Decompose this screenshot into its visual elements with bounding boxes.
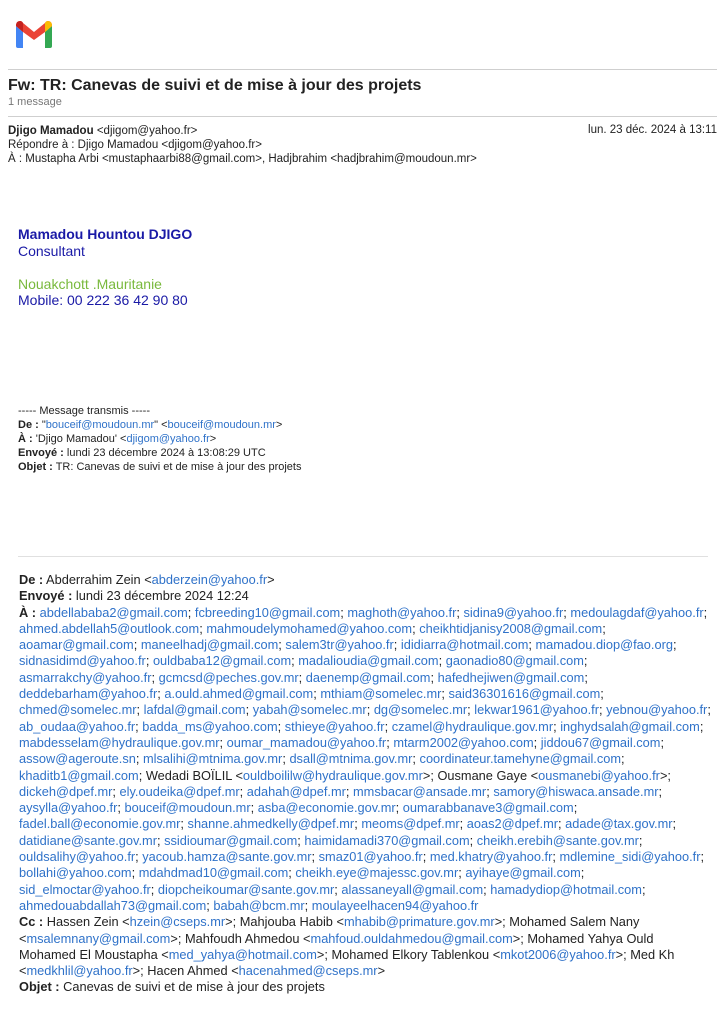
reply-to-line: Répondre à : Djigo Mamadou <djigom@yahoo.fr> — [8, 139, 262, 151]
recipient-email-link[interactable]: samory@hiswaca.ansade.mr — [493, 783, 659, 799]
thread-sent — [19, 588, 711, 604]
recipient-email-link[interactable]: haimidamadi370@gmail.com — [304, 832, 470, 848]
thread-cc: Cc : Hassen Zein <hzein@cseps.mr>; Mahjouba Habib <mhabib@primature.gov.mr>; Mohamed Salem Nany <msalemnany@gmail.com>; Mahfoudh Ahmedou <mahfoud.ouldahmedou@gmail.com>; Mohamed Yahya Ould Mohamed El Moustapha <med_yahya@hotmail.com>; Mohamed Elkory Tablenkou <mkot2006@yahoo.fr>; Med Kh <medkhlil@yahoo.fr>; Hacen Ahmed <hacenahmed@cseps.mr> — [19, 914, 675, 979]
recipient-email-link[interactable]: said36301616@gmail.com — [448, 686, 601, 702]
recipient-email-link[interactable]: ab_oudaa@yahoo.fr — [19, 718, 136, 734]
label-objet: Objet : — [18, 461, 53, 473]
recipient-email-link[interactable]: mhabib@primature.gov.mr — [343, 914, 495, 930]
recipient-email-link[interactable]: dsall@mtnima.gov.mr — [289, 751, 413, 767]
recipient-email-link[interactable]: fadel.ball@economie.gov.mr — [19, 816, 181, 832]
quote-open: " — [41, 419, 46, 431]
recipient-email-link[interactable]: med_yahya@hotmail.com — [168, 946, 317, 962]
thread-to: À : abdellababa2@gmail.com; fcbreeding10@gmail.com; maghoth@yahoo.fr; sidina9@yahoo.fr; medoulagdaf@yahoo.fr; ahmed.abdellah5@outlook.com; mahmoudelymohamed@yahoo.com; cheikhtidjanisy2008@gmail.com; aoamar@gmail.com; maneelhadj@gmail.com; salem3tr@yahoo.fr; ididiarra@hotmail.com; mamadou.diop@fao.org; sidnasidimd@yahoo.fr; ouldbaba12@gmail.com; madalioudia@gmail.com; gaonadio80@gmail.com; asmarrakchy@yahoo.fr; gcmcsd@peches.gov.mr; daenemp@gmail.com; hafedhejiwen@gmail.com; deddebarham@yahoo.fr; a.ould.ahmed@gmail.com; mthiam@somelec.mr; said36301616@gmail.com; chmed@somelec.mr; lafdal@gmail.com; yabah@somelec.mr; dg@somelec.mr; lekwar1961@yahoo.fr; yebnou@yahoo.fr; ab_oudaa@yahoo.fr; badda_ms@yahoo.com; sthieye@yahoo.fr; czamel@hydraulique.gov.mr; inghydsalah@gmail.com; mabdesselam@hydraulique.gov.mr; oumar_mamadou@yahoo.fr; mtarm2002@yahoo.com; jiddou67@gmail.com; assow@ageroute.sn; mlsalihi@mtnima.gov.mr; dsall@mtnima.gov.mr; coordinateur.tamehyne@gmail.com; khaditb1@gmail.com; Wedadi BOÏLIL <ouldboililw@hydraulique.gov.mr>; Ousmane Gaye <ousmanebi@yahoo.fr>; dickeh@dpef.mr; ely.oudeika@dpef.mr; adahah@dpef.mr; mmsbacar@ansade.mr; samory@hiswaca.ansade.mr; aysylla@yahoo.fr; bouceif@moudoun.mr; asba@economie.gov.mr; oumarabbanave3@gmail.com; fadel.ball@economie.gov.mr; shanne.ahmedkelly@dpef.mr; meoms@dpef.mr; aoas2@dpef.mr; adade@tax.gov.mr; datidiane@sante.gov.mr; ssidioumar@gmail.com; haimidamadi370@gmail.com; cheikh.erebih@sante.gov.mr; ouldsalihy@yahoo.fr; yacoub.hamza@sante.gov.mr; smaz01@yahoo.fr; med.khatry@yahoo.fr; mdlemine_sidi@yahoo.fr; bollahi@yahoo.com; mdahdmad10@gmail.com; cheikh.eye@majessc.gov.mr; ayihaye@gmail.com; sid_elmoctar@yahoo.fr; diopcheikoumar@sante.gov.mr; alassaneyall@gmail.com; hamadydiop@hotmail.com; ahmedouabdallah73@gmail.com; babah@bcm.mr; moulayeelhacen94@yahoo.fr — [19, 604, 711, 913]
recipient-email-link[interactable]: ssidioumar@gmail.com — [164, 832, 298, 848]
recipient-email-link[interactable]: assow@ageroute.sn — [19, 751, 136, 767]
recipient-email-link[interactable]: mdlemine_sidi@yahoo.fr — [559, 849, 701, 865]
angle-close: > — [267, 572, 275, 587]
recipient-email-link[interactable]: sthieye@yahoo.fr — [284, 718, 385, 734]
recipient-email-link[interactable]: datidiane@sante.gov.mr — [19, 832, 157, 848]
sender-line — [8, 124, 197, 138]
recipient-email-link[interactable]: badda_ms@yahoo.com — [142, 718, 278, 734]
recipient-email-link[interactable]: ely.oudeika@dpef.mr — [119, 783, 240, 799]
recipient-email-link[interactable]: adahah@dpef.mr — [246, 783, 346, 799]
recipient-email-link[interactable]: mahmoudelymohamed@yahoo.com — [206, 620, 413, 636]
recipient-email-link[interactable]: meoms@dpef.mr — [361, 816, 460, 832]
recipient-email-link[interactable]: abdellababa2@gmail.com — [39, 604, 188, 620]
recipient-email-link[interactable]: sid_elmoctar@yahoo.fr — [19, 881, 151, 897]
label-objet: Objet : — [19, 979, 60, 995]
signature-mobile: Mobile: 00 222 36 42 90 80 — [18, 292, 188, 308]
recipient-email-link[interactable]: alassaneyall@gmail.com — [341, 881, 484, 897]
recipient-email-link[interactable]: mtarm2002@yahoo.com — [393, 734, 534, 750]
recipient-email-link[interactable]: ahmed.abdellah5@outlook.com — [19, 620, 200, 636]
sender-name[interactable]: Djigo Mamadou — [8, 125, 94, 137]
recipient-email-link[interactable]: moulayeelhacen94@yahoo.fr — [311, 897, 479, 913]
thread-from — [19, 572, 711, 588]
recipient-email-link[interactable]: mlsalihi@mtnima.gov.mr — [142, 751, 283, 767]
recipient-email-link[interactable]: yebnou@yahoo.fr — [606, 702, 708, 718]
recipient-email-link[interactable]: adade@tax.gov.mr — [565, 816, 673, 832]
forward-sent — [18, 446, 266, 460]
subject-divider — [8, 116, 717, 117]
email-date: lun. 23 déc. 2024 à 13:11 — [588, 124, 717, 136]
recipient-email-link[interactable]: hzein@cseps.mr — [129, 914, 226, 930]
thread-from-name: Abderrahim Zein < — [46, 572, 152, 587]
recipient-email-link[interactable]: a.ould.ahmed@gmail.com — [164, 686, 314, 702]
thread-subject — [19, 979, 711, 995]
recipient-email-link[interactable]: ahmedouabdallah73@gmail.com — [19, 897, 207, 913]
recipient-email-link[interactable]: salem3tr@yahoo.fr — [285, 637, 394, 653]
recipient-email-link[interactable]: sidnasidimd@yahoo.fr — [19, 653, 146, 669]
label-cc: Cc : — [19, 914, 44, 930]
recipient-email-link[interactable]: mamadou.diop@fao.org — [535, 637, 673, 653]
forward-banner: ----- Message transmis ----- — [18, 405, 150, 417]
recipient-email-link[interactable]: asba@economie.gov.mr — [257, 800, 396, 816]
recipient-email-link[interactable]: maneelhadj@gmail.com — [140, 637, 279, 653]
recipient-email-link[interactable]: jiddou67@gmail.com — [540, 734, 661, 750]
forward-subject-value: TR: Canevas de suivi et de mise à jour des projets — [55, 461, 302, 473]
thread-subject-value: Canevas de suivi et de mise à jour des projets — [63, 979, 325, 995]
label-envoye: Envoyé : — [18, 447, 64, 459]
angle-close: > — [209, 433, 217, 445]
thread-divider — [18, 556, 708, 557]
to-line: À : Mustapha Arbi <mustaphaarbi88@gmail.com>, Hadjbrahim <hadjbrahim@moudoun.mr> — [8, 153, 477, 165]
recipient-email-link[interactable]: madalioudia@gmail.com — [298, 653, 439, 669]
recipient-email-link[interactable]: deddebarham@yahoo.fr — [19, 686, 158, 702]
recipient-email-link[interactable]: ayihaye@gmail.com — [465, 865, 581, 881]
forward-to-email-link[interactable]: djigom@yahoo.fr — [126, 433, 210, 445]
recipient-email-link[interactable]: aoamar@gmail.com — [19, 637, 134, 653]
recipient-email-link[interactable]: ididiarra@hotmail.com — [400, 637, 529, 653]
recipient-name: Mahjouba Habib — [239, 914, 333, 930]
recipient-email-link[interactable]: gaonadio80@gmail.com — [445, 653, 584, 669]
recipient-name: Mohamed Elkory Tablenkou — [331, 946, 490, 962]
forward-to-name: 'Djigo Mamadou' < — [35, 433, 127, 445]
recipient-email-link[interactable]: msalemnany@gmail.com — [26, 930, 171, 946]
label-de: De : — [19, 572, 44, 587]
recipient-email-link[interactable]: ouldbaba12@gmail.com — [152, 653, 292, 669]
recipient-name: Hassen Zein — [46, 914, 119, 930]
quote-close: " < — [154, 419, 168, 431]
recipient-name: Mohamed Yahya Ould Mohamed El Moustapha — [19, 930, 654, 962]
recipient-email-link[interactable]: aoas2@dpef.mr — [466, 816, 559, 832]
recipient-email-link[interactable]: dg@somelec.mr — [373, 702, 468, 718]
recipient-email-link[interactable]: yacoub.hamza@sante.gov.mr — [142, 849, 312, 865]
recipient-email-link[interactable]: mkot2006@yahoo.fr — [500, 946, 616, 962]
label-a: À : — [19, 604, 37, 620]
signature-city: Nouakchott .Mauritanie — [18, 276, 162, 292]
forward-from-email-link[interactable]: bouceif@moudoun.mr — [167, 419, 276, 431]
angle-close: > — [275, 419, 283, 431]
recipient-email-link[interactable]: gcmcsd@peches.gov.mr — [158, 669, 299, 685]
recipient-email-link[interactable]: czamel@hydraulique.gov.mr — [391, 718, 554, 734]
thread-sent-value: lundi 23 décembre 2024 12:24 — [75, 588, 249, 604]
recipient-name: Mahfoudh Ahmedou — [184, 930, 300, 946]
recipient-name: Ousmane Gaye — [437, 767, 528, 783]
recipient-email-link[interactable]: shanne.ahmedkelly@dpef.mr — [187, 816, 355, 832]
recipient-email-link[interactable]: hacenahmed@cseps.mr — [238, 963, 378, 979]
recipient-email-link[interactable]: oumarabbanave3@gmail.com — [402, 800, 574, 816]
forward-from-name-link[interactable]: bouceif@moudoun.mr — [45, 419, 155, 431]
recipient-email-link[interactable]: diopcheikoumar@sante.gov.mr — [157, 881, 335, 897]
message-count: 1 message — [8, 96, 62, 108]
recipient-email-link[interactable]: smaz01@yahoo.fr — [318, 849, 423, 865]
recipient-email-link[interactable]: fcbreeding10@gmail.com — [194, 604, 341, 620]
recipient-email-link[interactable]: mthiam@somelec.mr — [320, 686, 442, 702]
recipient-email-link[interactable]: med.khatry@yahoo.fr — [429, 849, 553, 865]
recipient-email-link[interactable]: inghydsalah@gmail.com — [560, 718, 700, 734]
top-divider — [8, 69, 717, 70]
recipient-email-link[interactable]: cheikh.eye@majessc.gov.mr — [295, 865, 459, 881]
recipient-email-link[interactable]: medkhlil@yahoo.fr — [26, 963, 133, 979]
recipient-name: Wedadi BOÏLIL — [145, 767, 232, 783]
recipient-name: Hacen Ahmed — [147, 963, 228, 979]
recipient-email-link[interactable]: sidina9@yahoo.fr — [463, 604, 564, 620]
forward-subject — [18, 460, 301, 474]
recipient-email-link[interactable]: khaditb1@gmail.com — [19, 767, 139, 783]
recipient-email-link[interactable]: daenemp@gmail.com — [305, 669, 431, 685]
recipient-email-link[interactable]: hamadydiop@hotmail.com — [490, 881, 642, 897]
label-envoye: Envoyé : — [19, 588, 73, 604]
recipient-email-link[interactable]: babah@bcm.mr — [213, 897, 305, 913]
email-subject: Fw: TR: Canevas de suivi et de mise à jour des projets — [8, 77, 422, 94]
recipient-email-link[interactable]: mmsbacar@ansade.mr — [353, 783, 487, 799]
recipient-email-link[interactable]: cheikh.erebih@sante.gov.mr — [476, 832, 639, 848]
recipient-email-link[interactable]: aysylla@yahoo.fr — [19, 800, 118, 816]
recipient-email-link[interactable]: mahfoud.ouldahmedou@gmail.com — [310, 930, 513, 946]
label-a: À : — [18, 433, 33, 445]
thread-from-email-link[interactable]: abderzein@yahoo.fr — [151, 572, 268, 587]
forward-sent-value: lundi 23 décembre 2024 à 13:08:29 UTC — [66, 447, 266, 459]
signature-title: Consultant — [18, 243, 85, 259]
recipient-email-link[interactable]: bollahi@yahoo.com — [19, 865, 132, 881]
recipient-email-link[interactable]: ousmanebi@yahoo.fr — [538, 767, 660, 783]
recipient-email-link[interactable]: ouldsalihy@yahoo.fr — [19, 849, 136, 865]
recipient-email-link[interactable]: asmarrakchy@yahoo.fr — [19, 669, 152, 685]
signature-name: Mamadou Hountou DJIGO — [18, 226, 193, 242]
sender-email[interactable]: <djigom@yahoo.fr> — [96, 125, 198, 137]
recipient-email-link[interactable]: oumar_mamadou@yahoo.fr — [226, 734, 387, 750]
recipient-email-link[interactable]: maghoth@yahoo.fr — [347, 604, 457, 620]
recipient-email-link[interactable]: yabah@somelec.mr — [252, 702, 367, 718]
recipient-name: Med Kh — [630, 946, 675, 962]
recipient-email-link[interactable]: mabdesselam@hydraulique.gov.mr — [19, 734, 220, 750]
forward-from — [18, 418, 282, 432]
recipient-email-link[interactable]: dickeh@dpef.mr — [19, 783, 113, 799]
recipient-email-link[interactable]: lafdal@gmail.com — [143, 702, 246, 718]
recipient-email-link[interactable]: bouceif@moudoun.mr — [124, 800, 251, 816]
forward-to — [18, 432, 216, 446]
recipient-email-link[interactable]: chmed@somelec.mr — [19, 702, 137, 718]
label-de: De : — [18, 419, 39, 431]
gmail-logo[interactable] — [14, 18, 54, 50]
recipient-email-link[interactable]: ouldboililw@hydraulique.gov.mr — [242, 767, 423, 783]
thread-header — [19, 572, 711, 996]
recipient-name: Mohamed Salem Nany — [509, 914, 640, 930]
recipient-email-link[interactable]: coordinateur.tamehyne@gmail.com — [419, 751, 622, 767]
recipient-email-link[interactable]: mdahdmad10@gmail.com — [138, 865, 289, 881]
recipient-email-link[interactable]: hafedhejiwen@gmail.com — [437, 669, 585, 685]
recipient-email-link[interactable]: lekwar1961@yahoo.fr — [474, 702, 599, 718]
recipient-email-link[interactable]: medoulagdaf@yahoo.fr — [570, 604, 704, 620]
recipient-email-link[interactable]: cheikhtidjanisy2008@gmail.com — [419, 620, 603, 636]
